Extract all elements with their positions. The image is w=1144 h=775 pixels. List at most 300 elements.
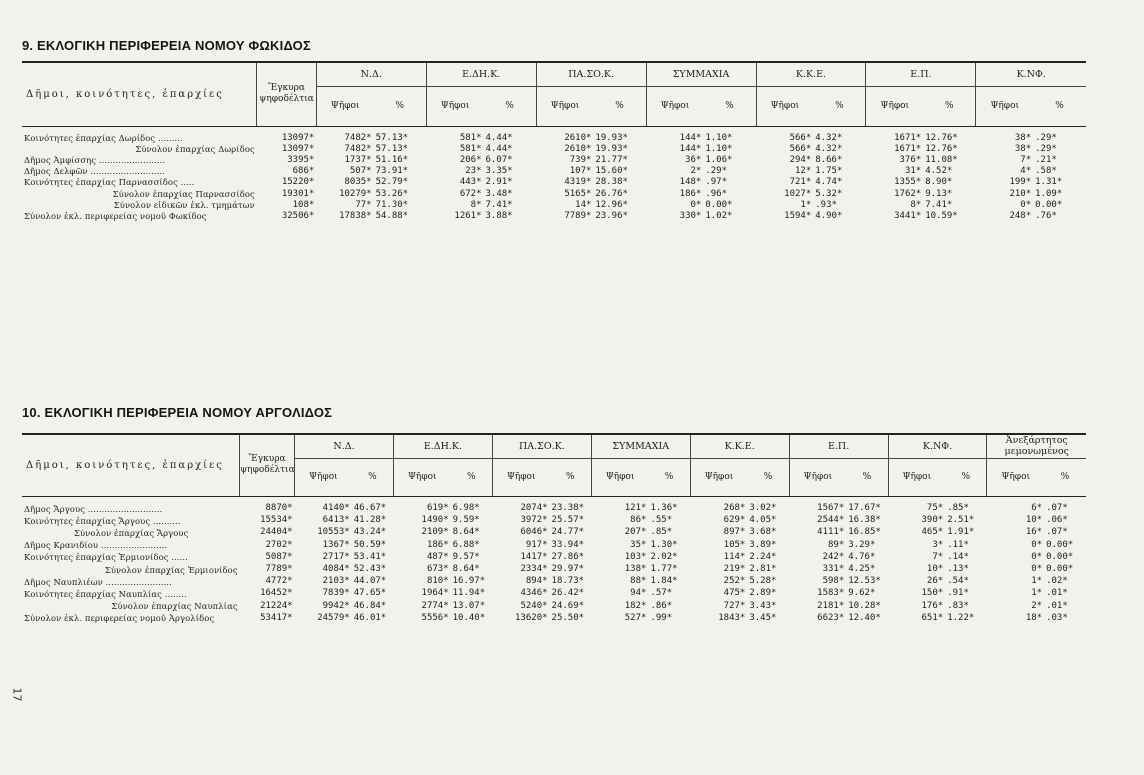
party-header: ΣΥΜΜΑΧΙΑ (646, 62, 756, 86)
percent-value: 9.13* (925, 188, 953, 199)
percent-value: 0.00* (1046, 564, 1074, 575)
votes-value: 138* (624, 564, 647, 575)
votes-subheader: Ψῆφοι (295, 458, 352, 496)
votes-value: 31* (904, 166, 922, 177)
votes-value: 5556* (421, 612, 449, 623)
votes-value: 150* (921, 588, 944, 599)
percent-value: 6.98* (452, 503, 480, 513)
percent-subheader: % (846, 458, 888, 496)
row-name: Σύνολον ἐκλ. περιφερείας νομοῦ Ἀργολίδος (24, 613, 215, 624)
percent-value: 10.40* (452, 612, 486, 623)
percent-value: .97* (705, 177, 728, 188)
votes-value: 3972* (520, 515, 548, 526)
votes-value: 0* (690, 199, 702, 210)
votes-value: 2103* (322, 576, 350, 587)
percent-value: 46.01* (353, 612, 387, 623)
percent-value: .21* (1035, 154, 1057, 165)
valid-ballots-value: 19301* (281, 188, 315, 199)
valid-ballots-value: 13097* (281, 143, 315, 154)
votes-value: 2* (690, 166, 702, 177)
votes-value: 144* (679, 143, 702, 154)
party-header: Ε.ΔΗ.Κ. (393, 434, 492, 458)
percent-value: 12.76* (925, 132, 958, 143)
votes-value: 2610* (564, 132, 592, 143)
party-header: Κ.ΝΦ. (976, 62, 1086, 86)
valid-ballots-value: 686* (292, 166, 315, 177)
percent-value: 23.96* (595, 210, 628, 221)
votes-value: 1* (1031, 588, 1043, 599)
votes-subheader: Ψῆφοι (789, 458, 846, 496)
percent-value: 47.65* (353, 588, 387, 599)
votes-value: 10* (1025, 515, 1043, 526)
votes-value: 1* (1031, 576, 1043, 587)
percent-subheader: % (374, 86, 427, 126)
votes-value: 1367* (322, 539, 350, 550)
percent-value: .02* (1046, 576, 1068, 587)
percent-value: 3.48* (485, 188, 513, 199)
votes-value: 6413* (322, 515, 350, 526)
percent-subheader: % (352, 458, 394, 496)
percent-value: .99* (650, 612, 673, 623)
party-header: Κ.Κ.Ε. (756, 62, 866, 86)
valid-ballots-value: 24404* (260, 527, 293, 538)
votes-value: 4* (1020, 166, 1032, 177)
votes-value: 810* (426, 576, 449, 587)
percent-value: .29* (705, 166, 728, 177)
votes-value: 2717* (322, 551, 350, 562)
votes-value: 581* (459, 132, 482, 143)
percent-value: 2.89* (749, 588, 777, 599)
votes-value: 4140* (322, 503, 350, 513)
votes-value: 94* (630, 588, 647, 599)
votes-value: 331* (822, 564, 845, 575)
votes-value: 6* (1031, 503, 1043, 513)
table-row (22, 564, 1086, 576)
votes-value: 210* (1009, 188, 1032, 199)
row-name: Δῆμος Ἄργους ........................... (24, 503, 163, 514)
votes-value: 1671* (894, 143, 922, 154)
percent-subheader: % (593, 86, 646, 126)
votes-value: 24579* (317, 612, 350, 623)
votes-value: 4319* (564, 177, 592, 188)
percent-value: .86* (650, 600, 673, 611)
votes-value: 721* (789, 177, 812, 188)
section-title: 10. ΕΚΛΟΓΙΚΗ ΠΕΡΙΦΕΡΕΙΑ ΝΟΜΟΥ ΑΡΓΟΛΙΔΟΣ (22, 405, 333, 420)
votes-value: 581* (459, 143, 482, 154)
percent-value: 18.73* (551, 576, 585, 587)
percent-value: .58* (1035, 166, 1057, 177)
votes-value: 2074* (520, 503, 548, 513)
percent-subheader: % (747, 458, 789, 496)
percent-value: 11.08* (925, 154, 958, 165)
row-name: Κοινότητες ἐπαρχίας Ἑρμιονίδος ...... (24, 552, 188, 563)
votes-value: 182* (624, 600, 647, 611)
percent-value: 1.30* (650, 539, 678, 550)
votes-value: 651* (921, 612, 944, 623)
votes-value: 2544* (817, 515, 845, 526)
percent-value: 1.84* (650, 576, 678, 587)
votes-subheader: Ψῆφοι (426, 86, 483, 126)
percent-value: 1.31* (1035, 177, 1063, 188)
row-name: Δῆμος Δελφῶν ........................... (24, 166, 165, 177)
percent-value: 12.40* (848, 612, 881, 623)
votes-value: 566* (789, 132, 812, 143)
votes-value: 8* (470, 199, 482, 210)
percent-value: 12.76* (925, 143, 958, 154)
percent-value: 10.28* (848, 600, 881, 611)
votes-value: 13620* (515, 612, 548, 623)
party-header: Ν.Δ. (295, 434, 394, 458)
votes-value: 0* (1031, 564, 1043, 575)
percent-value: 3.45* (749, 612, 777, 623)
votes-value: 566* (789, 143, 812, 154)
percent-subheader: % (550, 458, 592, 496)
votes-value: 176* (921, 600, 944, 611)
percent-value: .85* (947, 503, 969, 513)
table-row (22, 551, 1086, 563)
percent-value: .01* (1046, 600, 1068, 611)
percent-subheader: % (1033, 86, 1086, 126)
percent-value: 3.35* (485, 166, 513, 177)
votes-value: 443* (459, 177, 482, 188)
votes-value: 114* (723, 551, 746, 562)
row-name: Δῆμος Κρανιδίου ........................ (24, 540, 168, 551)
percent-value: .29* (1035, 132, 1057, 143)
votes-subheader: Ψῆφοι (690, 458, 747, 496)
votes-value: 1027* (784, 188, 812, 199)
votes-value: 0* (1031, 551, 1043, 562)
percent-value: 3.43* (749, 600, 777, 611)
percent-value: 41.28* (353, 515, 387, 526)
percent-value: 4.90* (815, 210, 843, 221)
percent-value: .93* (815, 199, 837, 210)
percent-value: .07* (1046, 503, 1068, 513)
votes-value: 330* (679, 210, 702, 221)
votes-value: 376* (899, 154, 922, 165)
votes-value: 77* (355, 199, 372, 210)
votes-subheader: Ψῆφοι (316, 86, 373, 126)
percent-value: .07* (1046, 527, 1068, 538)
votes-value: 242* (822, 551, 845, 562)
percent-value: 3.88* (485, 210, 513, 221)
percent-value: 3.68* (749, 527, 777, 538)
votes-value: 219* (723, 564, 746, 575)
votes-subheader: Ψῆφοι (492, 458, 549, 496)
percent-value: 7.41* (485, 199, 513, 210)
percent-value: 4.52* (925, 166, 953, 177)
votes-value: 121* (624, 503, 647, 513)
valid-ballots-value: 7789* (265, 564, 293, 575)
page-number: 17 (10, 687, 24, 702)
table-row (22, 126, 1086, 144)
percent-value: 53.41* (353, 551, 387, 562)
votes-value: 14* (575, 199, 592, 210)
table-row (22, 155, 1086, 166)
percent-subheader: % (703, 86, 756, 126)
percent-value: 12.53* (848, 576, 881, 587)
votes-value: 8035* (344, 177, 372, 188)
percent-value: 19.93* (595, 143, 628, 154)
votes-value: 629* (723, 515, 746, 526)
votes-value: 107* (569, 166, 592, 177)
section-title: 9. ΕΚΛΟΓΙΚΗ ΠΕΡΙΦΕΡΕΙΑ ΝΟΜΟΥ ΦΩΚΙΔΟΣ (22, 38, 311, 53)
votes-value: 86* (630, 515, 647, 526)
votes-value: 88* (630, 576, 647, 587)
percent-value: 6.88* (452, 539, 480, 550)
percent-value: 9.57* (452, 551, 480, 562)
percent-value: 0.00* (1046, 551, 1074, 562)
percent-value: 0.00* (1035, 199, 1063, 210)
votes-value: 252* (723, 576, 746, 587)
valid-ballots-value: 32506* (281, 210, 315, 221)
percent-value: 57.13* (375, 132, 409, 143)
votes-value: 4084* (322, 564, 350, 575)
valid-ballots-value: 21224* (260, 600, 293, 611)
percent-value: 3.29* (848, 539, 876, 550)
votes-subheader: Ψῆφοι (756, 86, 813, 126)
votes-value: 7839* (322, 588, 350, 599)
votes-subheader: Ψῆφοι (536, 86, 593, 126)
percent-value: 57.13* (375, 143, 409, 154)
table-row (22, 515, 1086, 527)
votes-value: 23* (465, 166, 482, 177)
percent-value: 8.66* (815, 154, 843, 165)
row-name: Σύνολον ἐκλ. περιφερείας νομοῦ Φωκίδος (24, 210, 207, 221)
votes-value: 1567* (817, 503, 845, 513)
party-header: Κ.ΝΦ. (888, 434, 987, 458)
votes-value: 739* (569, 154, 592, 165)
votes-value: 1671* (894, 132, 922, 143)
valid-ballots-value: 15220* (281, 177, 315, 188)
valid-ballots-header: Ἔγκυρα ψηφοδέλτια (240, 434, 295, 496)
party-header: Ἀνεξάρτητος μεμονωμένος (987, 434, 1086, 458)
row-name: Δῆμος Ἀμφίσσης ........................ (24, 154, 166, 165)
percent-value: 15.60* (595, 166, 628, 177)
table-row (22, 189, 1086, 200)
percent-value: 1.06* (705, 154, 733, 165)
percent-value: .29* (1035, 143, 1057, 154)
votes-value: 294* (789, 154, 812, 165)
percent-value: .14* (947, 551, 969, 562)
table-row (22, 177, 1086, 188)
percent-value: .03* (1046, 612, 1068, 623)
votes-value: 897* (723, 527, 746, 538)
percent-value: 4.74* (815, 177, 843, 188)
votes-value: 1762* (894, 188, 922, 199)
percent-value: 19.93* (595, 132, 628, 143)
percent-value: 5.32* (815, 188, 843, 199)
votes-value: 598* (822, 576, 845, 587)
votes-value: 144* (679, 132, 702, 143)
votes-value: 1417* (520, 551, 548, 562)
votes-value: 487* (426, 551, 449, 562)
percent-value: 4.32* (815, 143, 843, 154)
table-row (22, 527, 1086, 539)
percent-value: 0.00* (705, 199, 733, 210)
percent-value: .83* (947, 600, 969, 611)
votes-value: 38* (1014, 143, 1032, 154)
percent-value: .91* (947, 588, 969, 599)
votes-value: 2774* (421, 600, 449, 611)
percent-value: 21.77* (595, 154, 628, 165)
row-name: Κοινότητες ἐπαρχίας Παρνασσίδος ..... (24, 177, 195, 188)
valid-ballots-value: 16452* (260, 588, 293, 599)
votes-value: 18* (1025, 612, 1043, 623)
votes-value: 1355* (894, 177, 922, 188)
votes-value: 186* (679, 188, 702, 199)
votes-value: 619* (426, 503, 449, 513)
valid-ballots-value: 5087* (265, 551, 293, 562)
percent-value: 1.09* (1035, 188, 1063, 199)
percent-value: 3.02* (749, 503, 777, 513)
votes-value: 1490* (421, 515, 449, 526)
votes-value: 17838* (339, 210, 372, 221)
percent-value: .55* (650, 515, 673, 526)
percent-value: 2.81* (749, 564, 777, 575)
percent-subheader: % (1044, 458, 1086, 496)
votes-value: 0* (1020, 199, 1032, 210)
votes-value: 199* (1009, 177, 1032, 188)
votes-value: 12* (795, 166, 812, 177)
votes-value: 3441* (894, 210, 922, 221)
percent-value: 73.91* (375, 166, 409, 177)
votes-value: 10279* (339, 188, 372, 199)
percent-subheader: % (945, 458, 987, 496)
percent-value: 0.00* (1046, 539, 1074, 550)
votes-value: 2* (1031, 600, 1043, 611)
percent-value: 50.59* (353, 539, 387, 550)
percent-value: 4.44* (485, 132, 513, 143)
percent-value: 51.16* (375, 154, 409, 165)
percent-subheader: % (648, 458, 690, 496)
results-table (22, 433, 1086, 625)
row-name: Σύνολον εἰδικῶν ἐκλ. τμημάτων (113, 199, 255, 210)
percent-subheader: % (813, 86, 866, 126)
percent-value: 4.44* (485, 143, 513, 154)
votes-value: 148* (679, 177, 702, 188)
percent-value: 13.07* (452, 600, 486, 611)
votes-value: 7482* (344, 132, 372, 143)
votes-value: 7482* (344, 143, 372, 154)
valid-ballots-value: 3395* (287, 154, 315, 165)
party-header: ΠΑ.ΣΟ.Κ. (492, 434, 591, 458)
row-header: Δῆμοι, κοινότητες, ἐπαρχίες (22, 434, 240, 496)
votes-value: 36* (685, 154, 702, 165)
percent-value: 16.85* (848, 527, 881, 538)
percent-value: 2.91* (485, 177, 513, 188)
percent-value: 54.88* (375, 210, 409, 221)
percent-subheader: % (923, 86, 976, 126)
table-row (22, 200, 1086, 211)
table-row (22, 539, 1086, 551)
votes-value: 8* (910, 199, 922, 210)
row-name: Σύνολον ἐπαρχίας Ναυπλίας (111, 601, 238, 612)
votes-value: 248* (1009, 210, 1032, 221)
votes-value: 5240* (520, 600, 548, 611)
votes-subheader: Ψῆφοι (646, 86, 703, 126)
percent-value: .11* (947, 539, 969, 550)
votes-value: 75* (926, 503, 944, 513)
percent-value: 1.22* (947, 612, 975, 623)
votes-value: 105* (723, 539, 746, 550)
results-table (22, 61, 1086, 222)
votes-value: 6623* (817, 612, 845, 623)
votes-value: 3* (932, 539, 944, 550)
table-row (22, 576, 1086, 588)
percent-value: 1.91* (947, 527, 975, 538)
votes-value: 7* (1020, 154, 1032, 165)
party-header: ΣΥΜΜΑΧΙΑ (591, 434, 690, 458)
votes-value: 7* (932, 551, 944, 562)
section-fokida (22, 38, 1086, 222)
votes-value: 1583* (817, 588, 845, 599)
percent-value: 24.69* (551, 600, 585, 611)
votes-subheader: Ψῆφοι (591, 458, 648, 496)
percent-value: 25.50* (551, 612, 585, 623)
percent-value: 9.62* (848, 588, 876, 599)
percent-value: 46.67* (353, 503, 387, 513)
votes-value: 103* (624, 551, 647, 562)
percent-value: 24.77* (551, 527, 585, 538)
percent-subheader: % (451, 458, 493, 496)
table-row (22, 211, 1086, 222)
votes-value: 2334* (520, 564, 548, 575)
valid-ballots-value: 4772* (265, 576, 293, 587)
votes-value: 186* (426, 539, 449, 550)
votes-value: 465* (921, 527, 944, 538)
votes-value: 2610* (564, 143, 592, 154)
votes-value: 1737* (344, 154, 372, 165)
votes-subheader: Ψῆφοι (393, 458, 450, 496)
valid-ballots-value: 108* (292, 199, 315, 210)
percent-value: 11.94* (452, 588, 486, 599)
votes-value: 527* (624, 612, 647, 623)
votes-subheader: Ψῆφοι (888, 458, 945, 496)
votes-value: 475* (723, 588, 746, 599)
votes-value: 0* (1031, 539, 1043, 550)
votes-value: 390* (921, 515, 944, 526)
votes-value: 9942* (322, 600, 350, 611)
percent-value: 52.79* (375, 177, 409, 188)
percent-value: .54* (947, 576, 969, 587)
percent-value: .13* (947, 564, 969, 575)
table-row (22, 144, 1086, 155)
percent-value: .76* (1035, 210, 1057, 221)
percent-value: 27.86* (551, 551, 585, 562)
votes-value: 1964* (421, 588, 449, 599)
votes-value: 26* (926, 576, 944, 587)
percent-value: 33.94* (551, 539, 585, 550)
votes-value: 5165* (564, 188, 592, 199)
row-name: Σύνολον ἐπαρχίας Δωρίδος (135, 143, 255, 154)
section-argolida (22, 405, 1086, 625)
votes-value: 4346* (520, 588, 548, 599)
table-row (22, 496, 1086, 515)
votes-value: 2109* (421, 527, 449, 538)
row-name: Κοινότητες ἐπαρχίας Ναυπλίας ........ (24, 588, 187, 599)
votes-value: 1843* (718, 612, 746, 623)
votes-subheader: Ψῆφοι (976, 86, 1033, 126)
party-header: Ε.Π. (866, 62, 976, 86)
percent-value: 2.02* (650, 551, 678, 562)
votes-value: 7789* (564, 210, 592, 221)
percent-value: 4.05* (749, 515, 777, 526)
votes-value: 672* (459, 188, 482, 199)
row-name: Κοινότητες ἐπαρχίας Ἄργους .......... (24, 515, 181, 526)
votes-value: 1261* (454, 210, 482, 221)
percent-value: 46.84* (353, 600, 387, 611)
votes-value: 16* (1025, 527, 1043, 538)
